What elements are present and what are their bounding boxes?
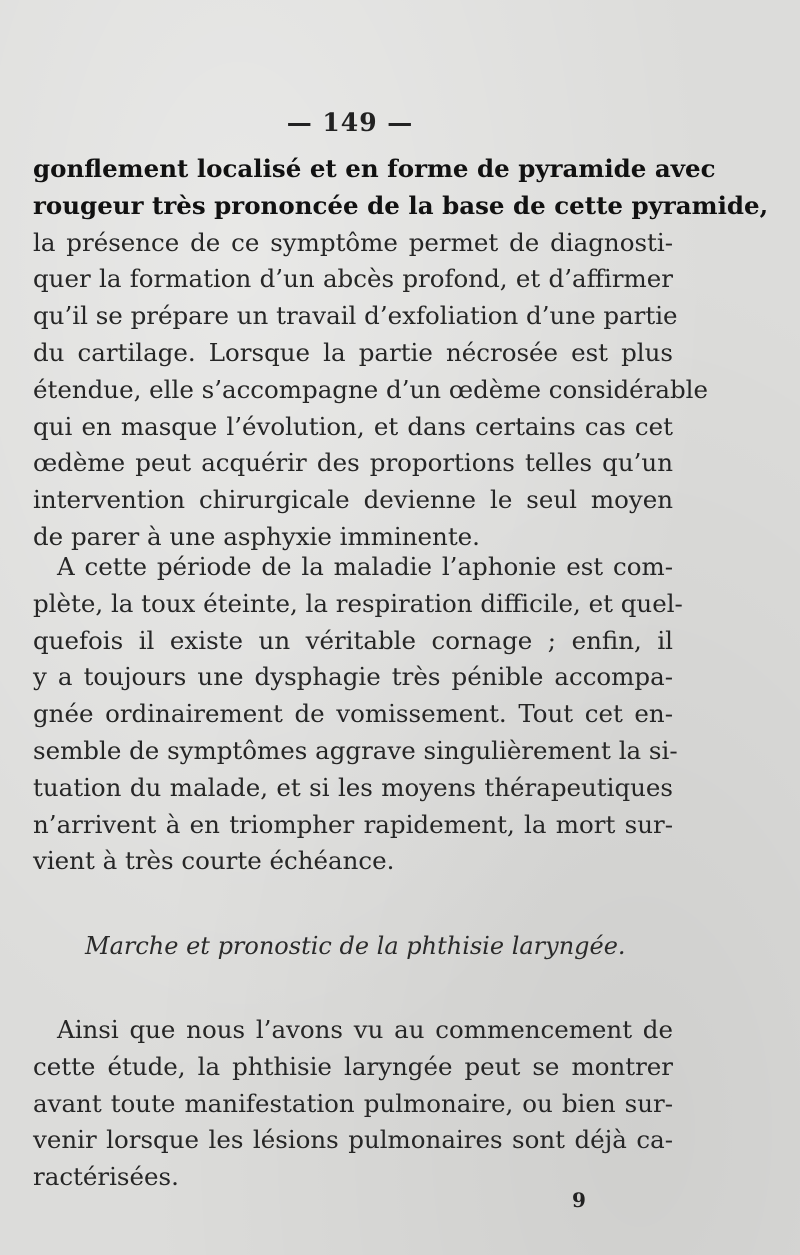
text-line: Ainsi que nous l’avons vu au commencement de xyxy=(57,1015,673,1044)
text-line: étendue, elle s’accompagne d’un œdème considérable xyxy=(33,374,708,404)
text-line: la présence de ce symptôme permet de diagnosti- xyxy=(33,227,673,257)
text-line: quefois il existe un véritable cornage ; enfin, il xyxy=(33,625,673,655)
text-line: ractérisées. xyxy=(33,1162,179,1192)
section-heading: Marche et pronostic de la phthisie laryngée. xyxy=(85,932,626,960)
text-line: intervention chirurgicale devienne le seul moyen xyxy=(33,485,673,515)
text-line: n’arrivent à en triompher rapidement, la mort sur- xyxy=(33,809,673,839)
paragraph-2 xyxy=(33,549,683,880)
text-line: de parer à une asphyxie imminente. xyxy=(33,521,480,551)
text-line: semble de symptômes aggrave singulièrement la si- xyxy=(33,735,678,765)
text-line: qui en masque l’évolution, et dans certains cas cet xyxy=(33,411,673,441)
text-line: vient à très courte échéance. xyxy=(33,846,395,876)
page-number: — 149 — xyxy=(286,108,414,137)
text-line: plète, la toux éteinte, la respiration difficile, et quel- xyxy=(33,588,683,618)
text-line: gnée ordinairement de vomissement. Tout cet en- xyxy=(33,699,673,729)
paragraph-1 xyxy=(33,151,769,556)
text-line: rougeur très prononcée de la base de cette pyramide, xyxy=(33,190,769,220)
text-line: œdème peut acquérir des proportions telles qu’un xyxy=(33,448,673,478)
text-line: cette étude, la phthisie laryngée peut se montrer xyxy=(33,1051,673,1081)
text-line: quer la formation d’un abcès profond, et d’affirmer xyxy=(33,264,673,294)
text-line: A cette période de la maladie l’aphonie est com- xyxy=(57,552,673,581)
paragraph-3 xyxy=(33,1012,673,1196)
text-line: avant toute manifestation pulmonaire, ou bien sur- xyxy=(33,1088,673,1118)
text-line: qu’il se prépare un travail d’exfoliation d’une partie xyxy=(33,301,678,331)
text-line: venir lorsque les lésions pulmonaires sont déjà ca- xyxy=(33,1125,673,1155)
text-line: y a toujours une dysphagie très pénible accompa- xyxy=(33,662,673,692)
text-line: tuation du malade, et si les moyens thérapeutiques xyxy=(33,772,673,802)
text-line: du cartilage. Lorsque la partie nécrosée est plus xyxy=(33,337,673,367)
text-line: gonflement localisé et en forme de pyramide avec xyxy=(33,154,716,183)
signature-mark: 9 xyxy=(572,1188,586,1212)
